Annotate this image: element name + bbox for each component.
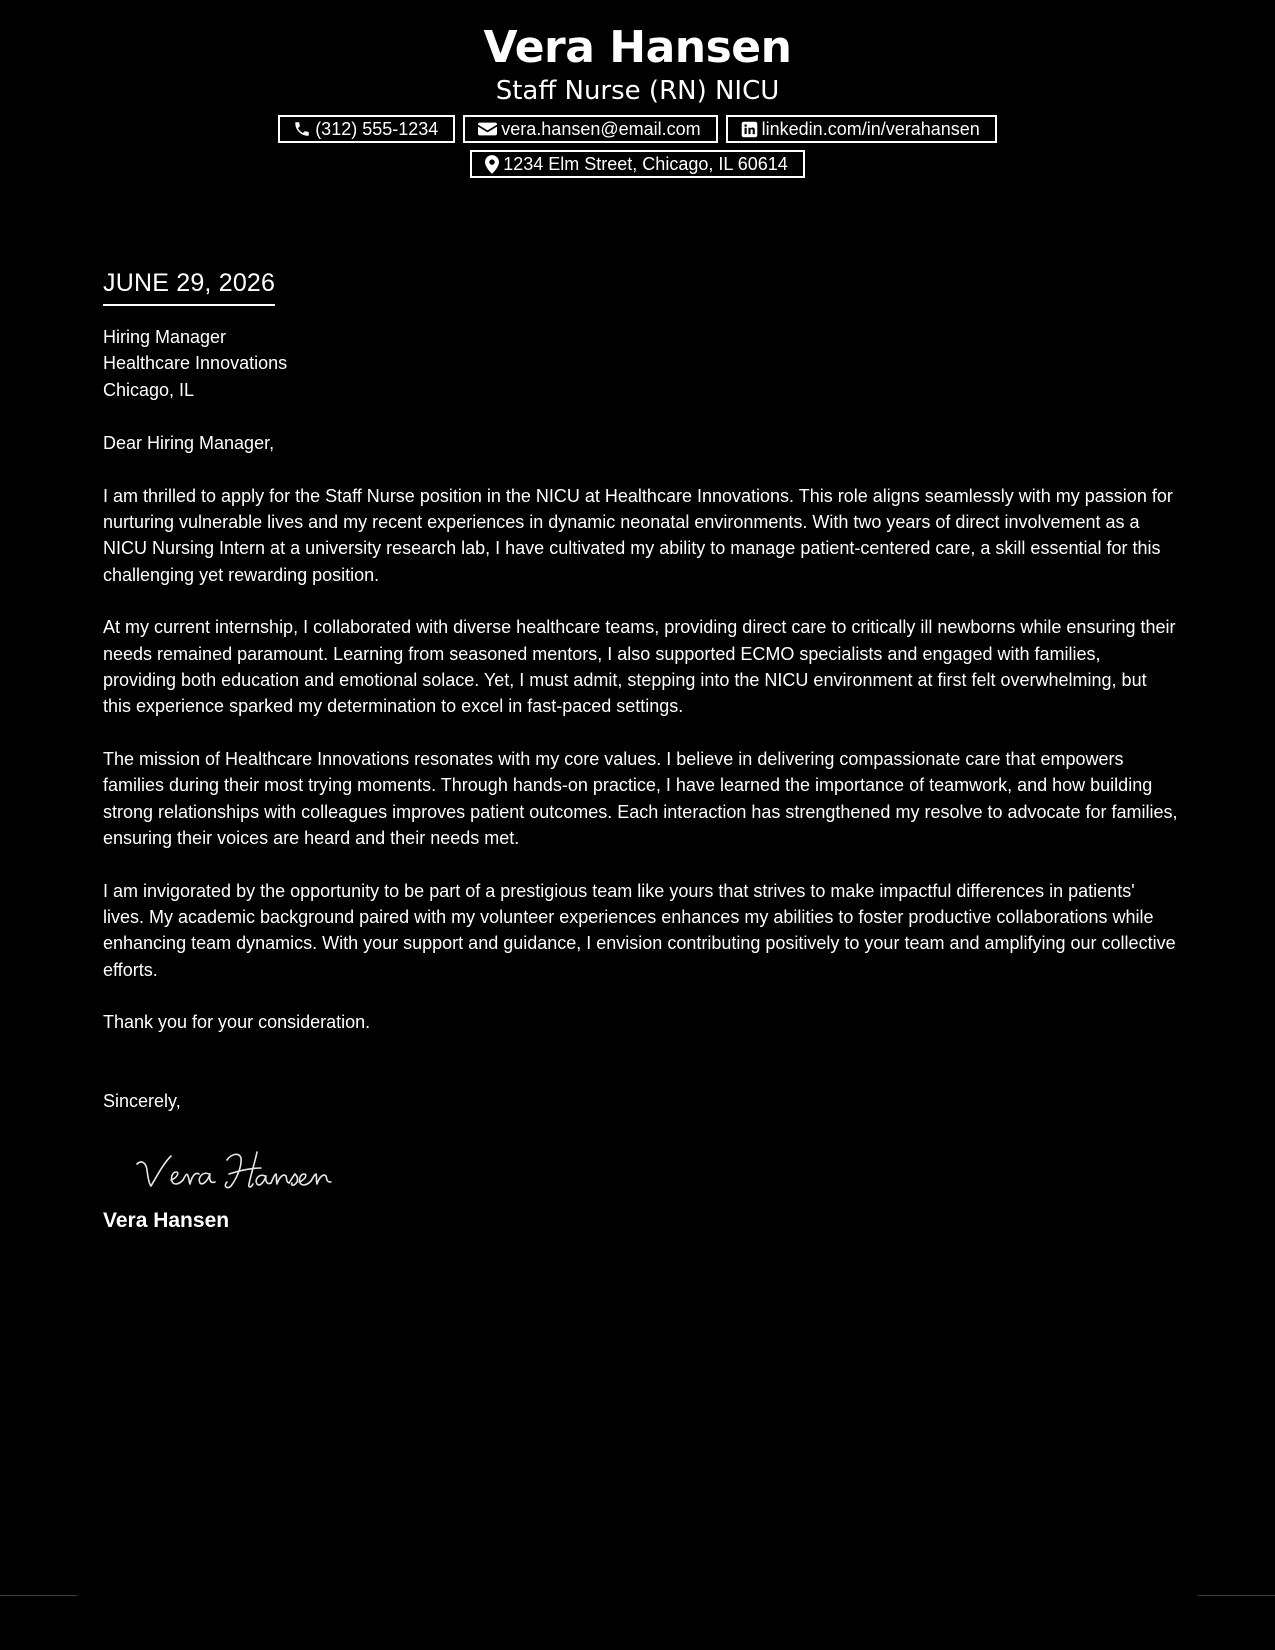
body-paragraph: I am thrilled to apply for the Staff Nurse position in the NICU at Healthcare Innovations. This role aligns seamlessly with my passion for nurturing vulnerable lives and my recent experiences in dynamic neonatal environments. With two years of direct involvement as a NICU Nursing Intern at a university research lab, I have cultivated my ability to manage patient-centered care, a skill essential for this challenging yet rewarding position. (103, 485, 1173, 585)
phone-chip[interactable] (278, 115, 455, 143)
letter-body (103, 267, 1178, 1234)
recipient-line: Chicago, IL (103, 379, 195, 400)
linkedin-icon (741, 121, 758, 138)
applicant-job-title: Staff Nurse (RN) NICU (495, 76, 780, 106)
footer-rule-left (0, 1595, 77, 1596)
body-paragraph: At my current internship, I collaborated with diverse healthcare teams, providing direct care to critically ill newborns while ensuring their needs remained paramount. Learning from seasoned mentors, I also supported ECMO specialists and engaged with families, providing both education and emotional solace. Yet, I must admit, stepping into the NICU environment at first felt overwhelming, but this experience sparked my determination to excel in fast-paced settings. (103, 617, 1176, 717)
footer-rule-right (1198, 1595, 1275, 1596)
linkedin-chip[interactable] (726, 115, 997, 143)
closing: Sincerely, (103, 1090, 181, 1111)
contact-row (0, 115, 1275, 143)
address-text: 1234 Elm Street, Chicago, IL 60614 (503, 154, 788, 174)
envelope-icon (478, 121, 497, 137)
signer-name: Vera Hansen (103, 1208, 230, 1232)
body-paragraph: I am invigorated by the opportunity to be part of a prestigious team like yours that strives to make impactful differences in patients' lives. My academic background paired with my volunteer experiences enhances my abilities to foster productive collaborations while enhancing team dynamics. With your support and guidance, I envision contributing positively to your team and amplifying our collective efforts. (103, 880, 1176, 980)
recipient-line: Healthcare Innovations (103, 353, 288, 374)
handwritten-signature (131, 1144, 341, 1200)
map-marker-icon (485, 155, 499, 174)
linkedin-text: linkedin.com/in/verahansen (761, 119, 980, 139)
email-chip[interactable] (463, 115, 717, 143)
letter-header (0, 22, 1275, 178)
phone-icon (293, 120, 311, 138)
letter-date: JUNE 29, 2026 (103, 267, 275, 306)
address-chip (470, 150, 805, 178)
email-text: vera.hansen@email.com (501, 119, 701, 139)
contact-row-address (0, 150, 1275, 178)
salutation: Dear Hiring Manager, (103, 433, 275, 454)
phone-text: (312) 555-1234 (315, 119, 439, 139)
recipient-line: Hiring Manager (103, 327, 227, 347)
thank-you-line: Thank you for your consideration. (103, 1012, 371, 1033)
body-paragraph: The mission of Healthcare Innovations resonates with my core values. I believe in delivering compassionate care that empowers families during their most trying moments. Through hands-on practice, I have learned the importance of teamwork, and how building strong relationships with colleagues improves patient outcomes. Each interaction has strengthened my resolve to advocate for families, ensuring their voices are heard and their needs met. (103, 748, 1178, 849)
applicant-name: Vera Hansen (483, 22, 792, 73)
recipient-block (103, 324, 1178, 403)
